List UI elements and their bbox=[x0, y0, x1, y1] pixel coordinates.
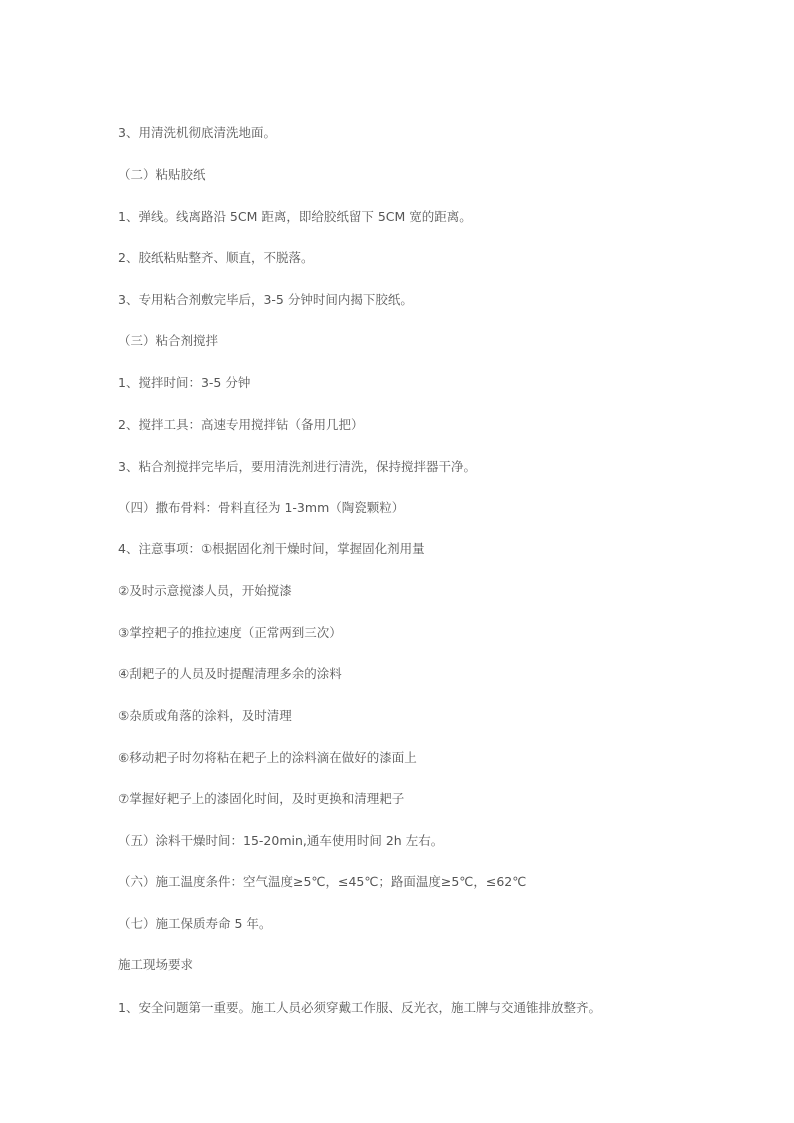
mixing-step-2: 2、搅拌工具：高速专用搅拌钻（备用几把） bbox=[118, 416, 364, 432]
section-6-temperature: （六）施工温度条件：空气温度≥5℃，≤45℃；路面温度≥5℃，≤62℃ bbox=[118, 873, 527, 889]
mixing-step-3: 3、粘合剂搅拌完毕后，要用清洗剂进行清洗，保持搅拌器干净。 bbox=[118, 458, 476, 474]
tape-step-3: 3、专用粘合剂敷完毕后，3-5 分钟时间内揭下胶纸。 bbox=[118, 291, 413, 307]
note-4: ④刮耙子的人员及时提醒清理多余的涂料 bbox=[118, 665, 342, 681]
note-2: ②及时示意搅漆人员，开始搅漆 bbox=[118, 582, 292, 598]
note-3: ③掌控耙子的推拉速度（正常两到三次） bbox=[118, 624, 342, 640]
note-7: ⑦掌握好耙子上的漆固化时间，及时更换和清理耙子 bbox=[118, 790, 405, 806]
site-requirement-1: 1、安全问题第一重要。施工人员必须穿戴工作服、反光衣，施工牌与交通锥排放整齐。 bbox=[118, 999, 601, 1015]
notes-heading: 4、注意事项：①根据固化剂干燥时间，掌握固化剂用量 bbox=[118, 540, 425, 556]
section-7-warranty: （七）施工保质寿命 5 年。 bbox=[118, 915, 272, 931]
section-3-heading: （三）粘合剂搅拌 bbox=[118, 332, 219, 348]
tape-step-1: 1、弹线。线离路沿 5CM 距离，即给胶纸留下 5CM 宽的距离。 bbox=[118, 208, 472, 224]
mixing-step-1: 1、搅拌时间：3-5 分钟 bbox=[118, 374, 251, 390]
tape-step-2: 2、胶纸粘贴整齐、顺直，不脱落。 bbox=[118, 249, 314, 265]
section-4-heading: （四）撒布骨料：骨料直径为 1-3mm（陶瓷颗粒） bbox=[118, 499, 405, 515]
section-5-drying-time: （五）涂料干燥时间：15-20min,通车使用时间 2h 左右。 bbox=[118, 832, 444, 848]
step-3-clean-ground: 3、用清洗机彻底清洗地面。 bbox=[118, 124, 276, 140]
note-6: ⑥移动耙子时勿将粘在耙子上的涂料滴在做好的漆面上 bbox=[118, 749, 417, 765]
section-2-heading: （二）粘贴胶纸 bbox=[118, 166, 206, 182]
site-requirements-heading: 施工现场要求 bbox=[118, 956, 194, 972]
note-5: ⑤杂质或角落的涂料，及时清理 bbox=[118, 707, 292, 723]
